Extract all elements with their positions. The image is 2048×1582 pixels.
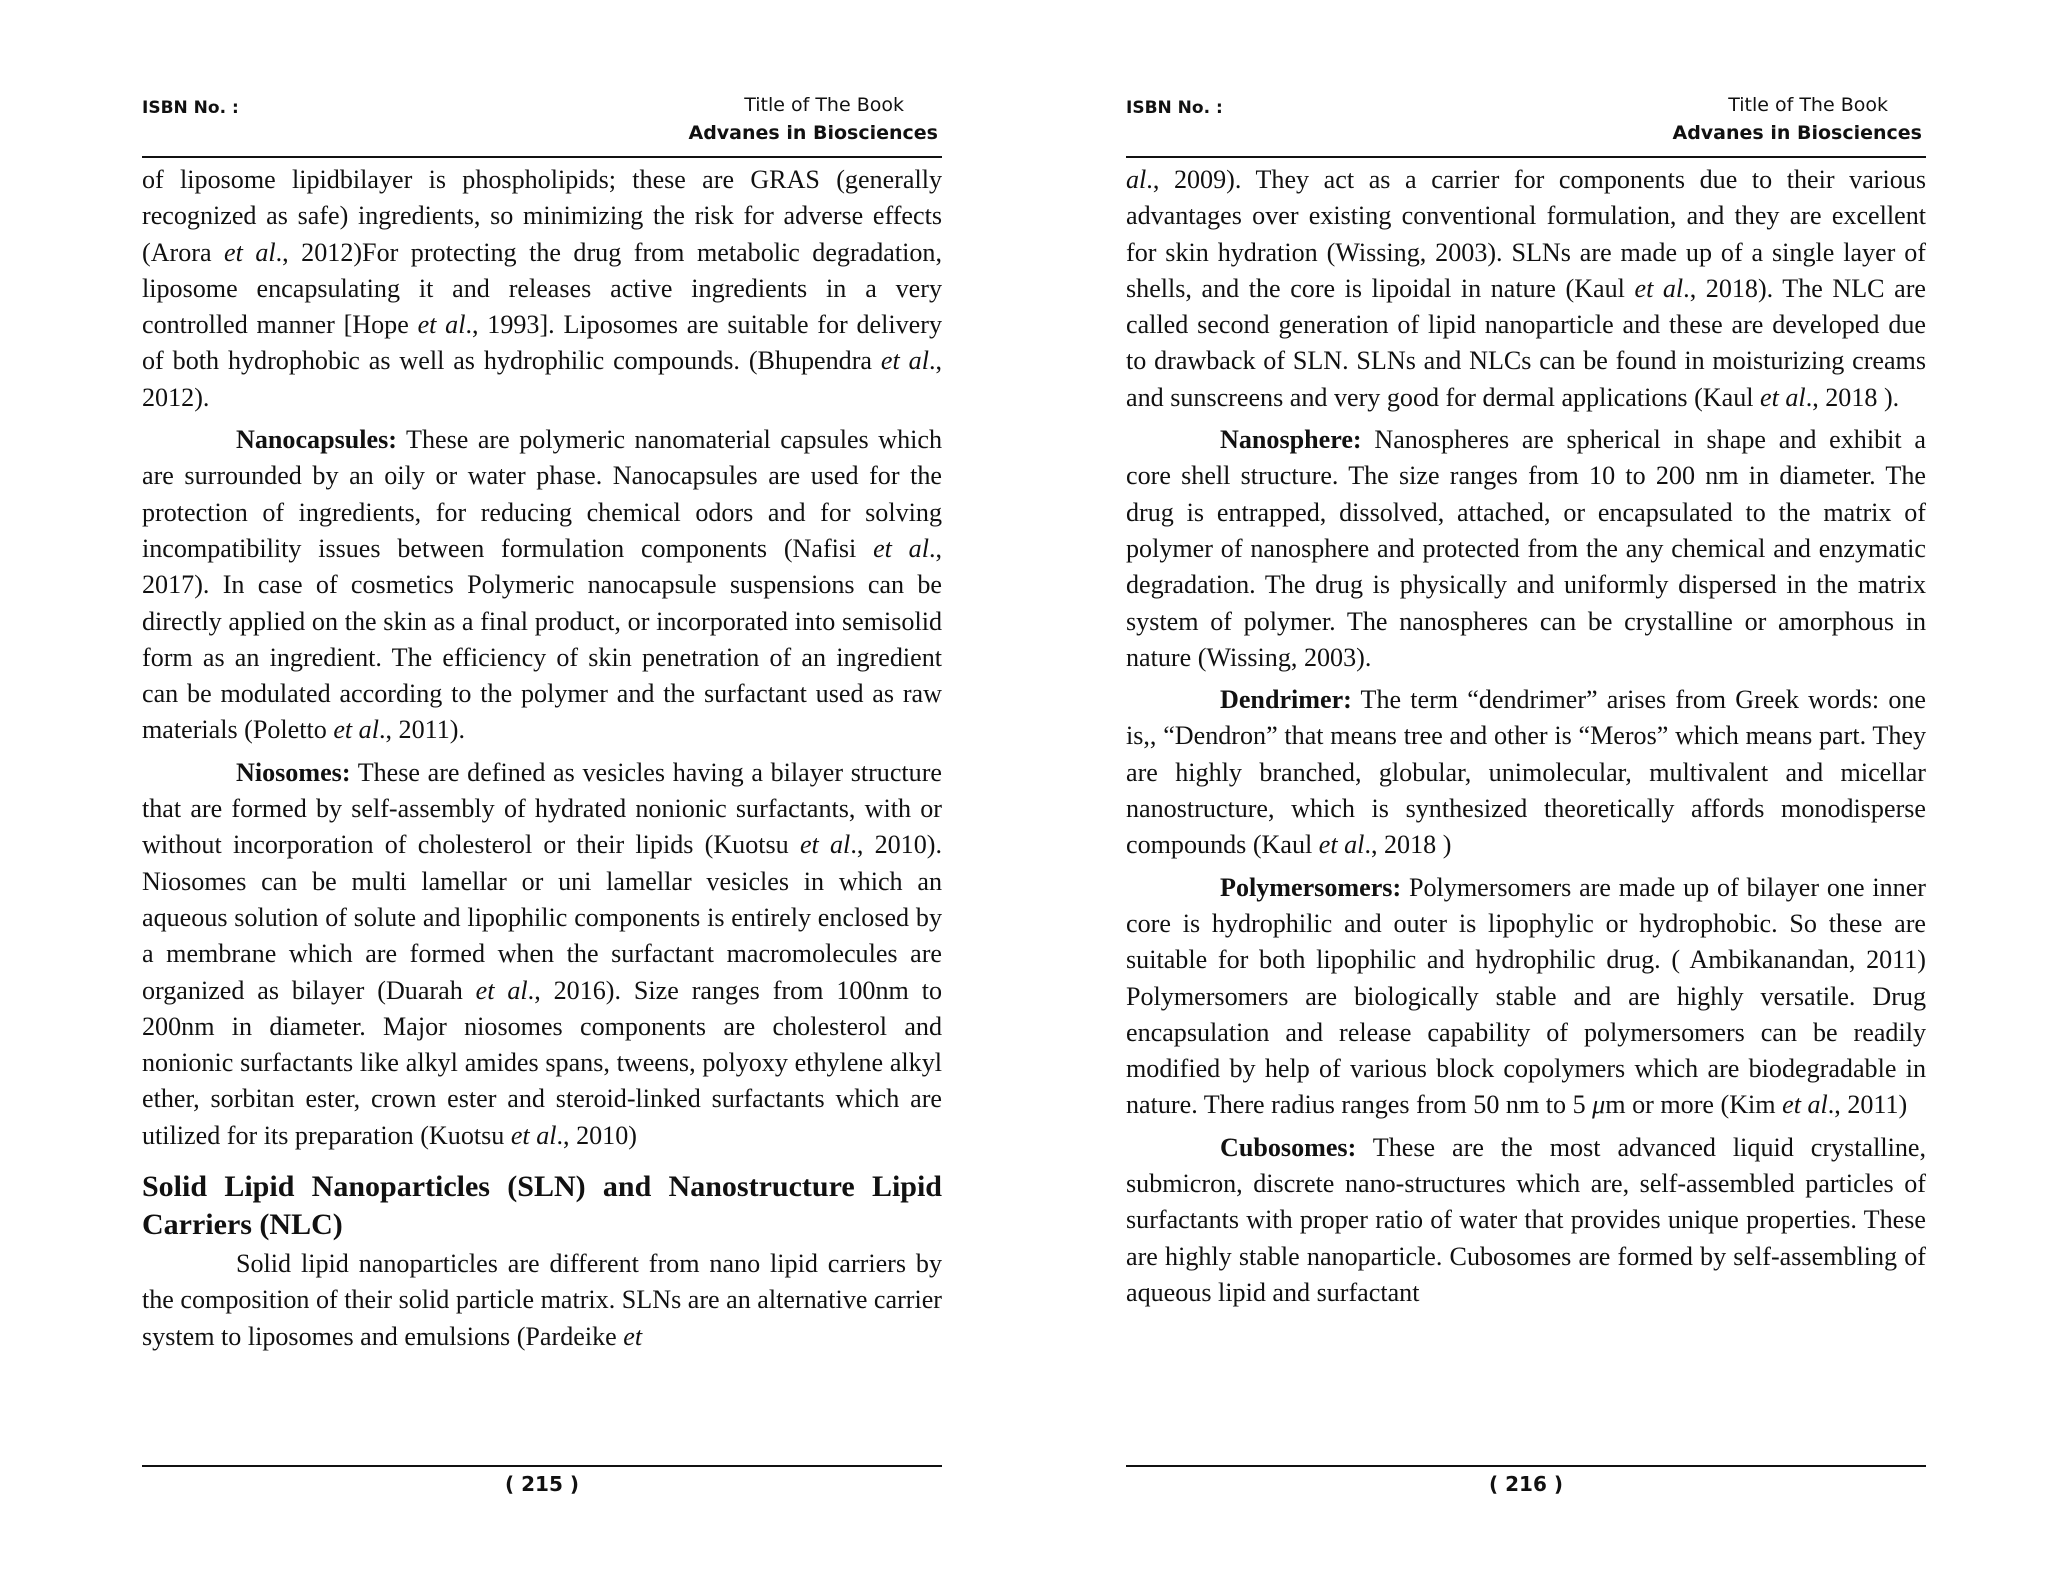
term-nanocapsules: Nanocapsules: [236, 425, 397, 455]
paragraph-liposome: of liposome lipidbilayer is phospholipids; these are GRAS (generally recognized as safe) ingredients, so minimizing the risk for adverse effects (Arora et al., 2012)For protecting the drug from metabolic degradation, liposome encapsulating it and releases active ingredients in a very controlled manner [Hope et al., 1993]. Liposomes are suitable for delivery of both hydrophobic as well as hydrophilic compounds. (Bhupendra et al., 2012). [142, 165, 943, 412]
section-heading: Solid Lipid Nanoparticles (SLN) and Nanostructure Lipid Carriers (NLC) [142, 1170, 942, 1242]
page-number: ( 216 ) [1489, 1472, 1563, 1496]
isbn-label: ISBN No. : [142, 98, 239, 118]
paragraph-polymersomers: Polymersomers: Polymersomers are made up of bilayer one inner core is hydrophilic and outer is lipophylic or hydrophobic. So these are suitable for both lipophilic and hydrophilic drug. ( Ambikanandan, 2011) Polymersomers are biologically stable and are highly versatile. Drug encapsulation and release capability of polymersomers can be readily modified by help of various block copolymers which are biodegradable in nature. There radius ranges from 50 nm to 5 μm or more (Kim et al., 2011) [1126, 872, 1926, 1120]
header-rule [142, 156, 942, 158]
footer-rule [142, 1465, 942, 1467]
term-polymersomers: Polymersomers: [1220, 872, 1402, 902]
paragraph-nanosphere: Nanosphere: Nanospheres are spherical in shape and exhibit a core shell structure. The size ranges from 10 to 200 nm in diameter. The drug is entrapped, dissolved, attached, or encapsulated to the matrix of polymer of nanosphere and protected from the any chemical and enzymatic degradation. The drug is physically and uniformly dispersed in the matrix system of polymer. The nanospheres can be crystalline or amorphous in nature (Wissing, 2003). [1126, 425, 1926, 672]
header-rule [1126, 156, 1926, 158]
page-number: ( 215 ) [505, 1472, 579, 1496]
paragraph-sln: Solid lipid nanoparticles are different from nano lipid carriers by the composition of their solid particle matrix. SLNs are an alternative carrier system to liposomes and emulsions (Pardeike et [142, 1249, 942, 1351]
page-body [142, 162, 942, 1361]
paragraph-sln-continued: al., 2009). They act as a carrier for components due to their various advantages over existing conventional formulation, and they are excellent for skin hydration (Wissing, 2003). SLNs are made up of a single layer of shells, and the core is lipoidal in nature (Kaul et al., 2018). The NLC are called second generation of lipid nanoparticle and these are developed due to drawback of SLN. SLNs and NLCs can be found in moisturizing creams and sunscreens and very good for dermal applications (Kaul et al., 2018 ). [1126, 165, 1926, 412]
footer-rule [1126, 1465, 1926, 1467]
book-name: Advanes in Biosciences [688, 122, 938, 144]
term-nanosphere: Nanosphere: [1220, 425, 1362, 455]
paragraph-niosomes: Niosomes: These are defined as vesicles having a bilayer structure that are formed by self-assembly of hydrated nonionic surfactants, with or without incorporation of cholesterol or their lipids (Kuotsu et al., 2010). Niosomes can be multi lamellar or uni lamellar vesicles in which an aqueous solution of solute and lipophilic components is entirely enclosed by a membrane which are formed when the surfactant macromolecules are organized as bilayer (Duarah et al., 2016). Size ranges from 100nm to 200nm in diameter. Major niosomes components are cholesterol and nonionic surfactants like alkyl amides spans, tweens, polyoxy ethylene alkyl ether, sorbitan ester, crown ester and steroid-linked surfactants which are utilized for its preparation (Kuotsu et al., 2010) [142, 757, 943, 1150]
term-niosomes: Niosomes: [236, 757, 351, 787]
book-title-label: Title of The Book [1728, 94, 1888, 116]
book-name: Advanes in Biosciences [1672, 122, 1922, 144]
page-header [142, 92, 942, 154]
paragraph-cubosomes: Cubosomes: These are the most advanced liquid crystalline, submicron, discrete nano-structures which are, self-assembled particles of surfactants with proper ratio of water that provides unique properties. These are highly stable nanoparticle. Cubosomes are formed by self-assembling of aqueous lipid and surfactant [1126, 1132, 1926, 1307]
book-title-label: Title of The Book [744, 94, 904, 116]
isbn-label: ISBN No. : [1126, 98, 1223, 118]
paragraph-nanocapsules: Nanocapsules: These are polymeric nanomaterial capsules which are surrounded by an oily or water phase. Nanocapsules are used for the protection of ingredients, for reducing chemical odors and for solving incompatibility issues between formulation components (Nafisi et al., 2017). In case of cosmetics Polymeric nanocapsule suspensions can be directly applied on the skin as a final product, or incorporated into semisolid form as an ingredient. The efficiency of skin penetration of an ingredient can be modulated according to the polymer and the surfactant used as raw materials (Poletto et al., 2011). [142, 425, 943, 745]
paragraph-dendrimer: Dendrimer: The term “dendrimer” arises from Greek words: one is,, “Dendron” that means tree and other is “Meros” which means part. They are highly branched, globular, unimolecular, multivalent and micellar nanostructure, which is synthesized theoretically affords monodisperse compounds (Kaul et al., 2018 ) [1126, 685, 1926, 860]
right-page [1126, 0, 1926, 1582]
page-header [1126, 92, 1926, 154]
left-page [142, 0, 942, 1582]
page-body [1126, 162, 1926, 1317]
term-cubosomes: Cubosomes: [1220, 1132, 1357, 1162]
term-dendrimer: Dendrimer: [1220, 685, 1352, 715]
